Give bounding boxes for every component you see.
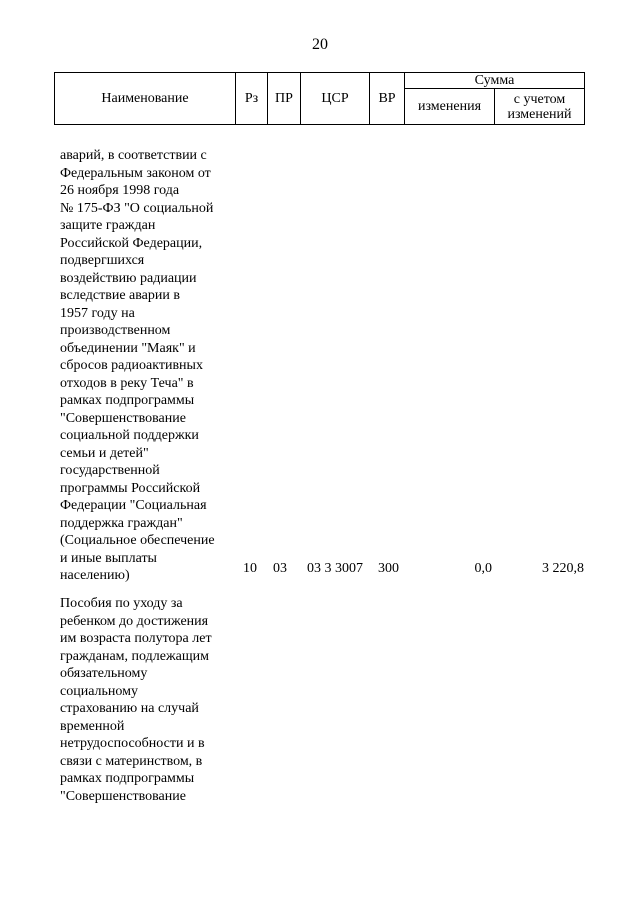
header-with-changes: с учетом изменений [495,89,585,125]
page-number: 20 [312,36,328,53]
header-vr: ВР [370,73,405,125]
row-2-description: Пособия по уходу за ребенком до достижения им возраста полутора лет гражданам, подлежащим обязательному социальному страхованию на случай временной нетрудоспособности и в связи с материнством, в рамках подпрограммы "Совершенствование [60,596,212,804]
row-1-vr: 300 [378,561,399,576]
header-name: Наименование [55,73,236,125]
header-csr: ЦСР [301,73,370,125]
header-changes: изменения [405,89,495,125]
row-1-pr: 03 [273,561,287,576]
table-header [54,72,585,125]
header-sum: Сумма [405,73,585,89]
row-1-rz: 10 [243,561,257,576]
row-1-description: аварий, в соответствии с Федеральным законом от 26 ноября 1998 года № 175-ФЗ "О социальной защите граждан Российской Федерации, подвергшихся воздействию радиации вследствие аварии в 1957 году на производственном объединении "Маяк" и сбросов радиоактивных отходов в реку Теча" в рамках подпрограммы "Совершенствование социальной поддержки семьи и детей" государственной программы Российской Федерации "Социальная поддержка граждан" (Социальное обеспечение и иные выплаты населению) [60,148,215,583]
header-rz: Рз [236,73,268,125]
row-1-with-changes: 3 220,8 [542,561,584,576]
row-1-csr: 03 3 3007 [307,561,363,576]
row-1-changes: 0,0 [474,561,492,576]
header-pr: ПР [268,73,301,125]
